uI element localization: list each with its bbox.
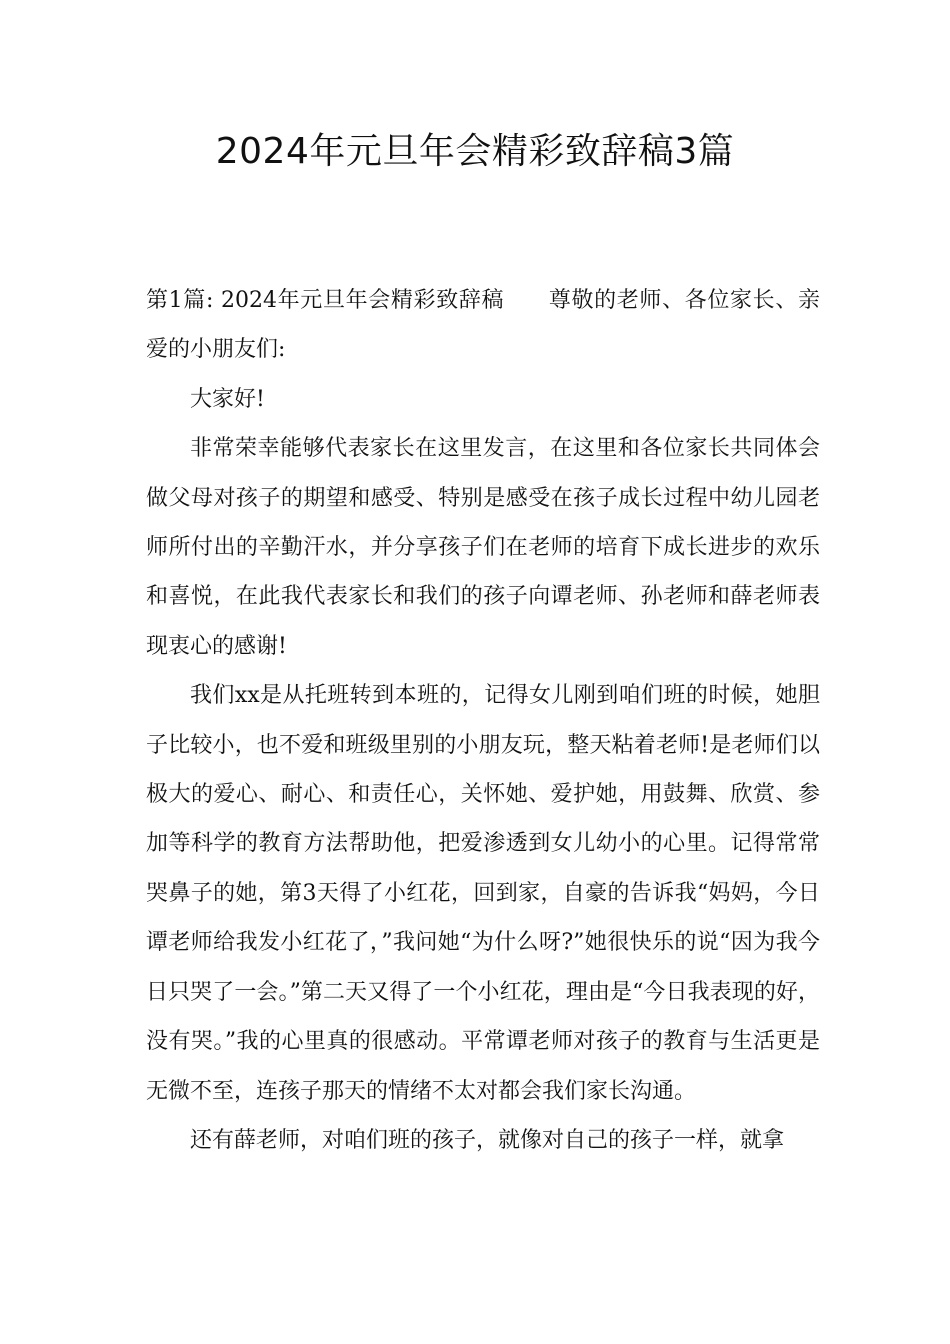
paragraph-intro: 非常荣幸能够代表家长在这里发言，在这里和各位家长共同体会做父母对孩子的期望和感受、特别是感受在孩子成长过程中幼儿园老师所付出的辛勤汗水，并分享孩子们在老师的培育下成长进步的欢乐和喜悦，在此我代表家长和我们的孩子向谭老师、孙老师和薛老师表现衷心的感谢! <box>146 436 820 659</box>
document-title: 2024年元旦年会精彩致辞稿3篇 <box>215 131 735 172</box>
paragraph-continued: 还有薛老师，对咱们班的孩子，就像对自己的孩子一样，就拿 <box>190 1127 785 1153</box>
section-heading-paragraph <box>146 276 820 375</box>
salutation: 尊敬的老师、各位家长、亲爱的小朋友们: <box>146 288 820 363</box>
paragraph-greeting: 大家好! <box>190 386 265 412</box>
document-body <box>146 276 820 1165</box>
paragraph-story: 我们xx是从托班转到本班的，记得女儿刚到咱们班的时候，她胆子比较小，也不爱和班级里别的小朋友玩，整天粘着老师!是老师们以极大的爱心、耐心、和责任心，关怀她、爱护她，用鼓舞、欣赏、参加等科学的教育方法帮助他，把爱渗透到女儿幼小的心里。记得常常哭鼻子的她，第3天得了小红花，回到家，自豪的告诉我“妈妈，今日谭老师给我发小红花了，”我问她“为什么呀?”她很快乐的说“因为我今日只哭了一会。”第二天又得了一个小红花，理由是“今日我表现的好，没有哭。”我的心里真的很感动。平常谭老师对孩子的教育与生活更是无微不至，连孩子那天的情绪不太对都会我们家长沟通。 <box>146 683 820 1104</box>
section-heading: 第1篇: 2024年元旦年会精彩致辞稿 <box>146 288 505 313</box>
